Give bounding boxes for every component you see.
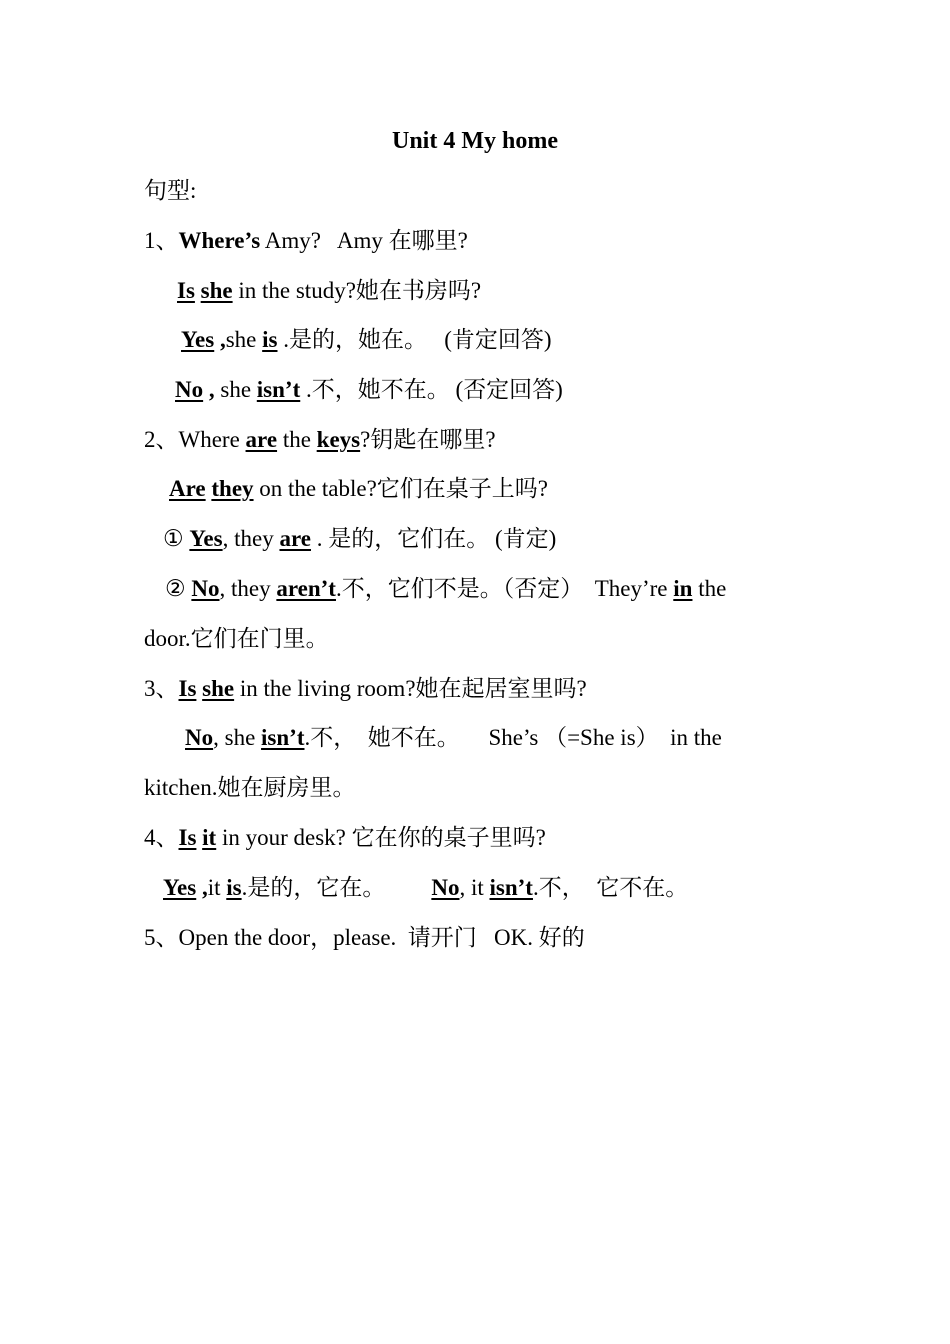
sentence-line xyxy=(144,921,585,955)
line-text xyxy=(144,825,546,850)
key-word: Yes xyxy=(189,526,223,551)
text-segment: , xyxy=(203,377,221,402)
text-segment: ?钥匙在哪里? xyxy=(360,427,496,452)
line-text xyxy=(169,476,548,501)
key-word: she xyxy=(200,278,233,303)
text-segment: ② xyxy=(165,576,192,601)
text-segment: .不， 它不在。 xyxy=(532,875,689,900)
line-left xyxy=(185,721,722,755)
line-text xyxy=(175,377,563,402)
line-text xyxy=(177,278,481,303)
text-segment: she xyxy=(225,327,263,352)
text-segment: . 是的，它们在。 (肯定) xyxy=(310,526,557,551)
text-segment: Amy? Amy 在哪里? xyxy=(260,228,468,253)
key-word: Yes xyxy=(163,875,197,900)
text-segment: 5、Open the door，please. 请开门 OK. 好的 xyxy=(144,925,585,950)
key-word: No xyxy=(175,377,204,402)
key-word: is xyxy=(226,875,242,900)
line-text xyxy=(144,228,468,253)
page-title: Unit 4 My home xyxy=(392,128,558,154)
line-text xyxy=(181,327,552,352)
key-word: isn’t xyxy=(256,377,301,402)
key-word: isn’t xyxy=(261,725,305,750)
sentence-line xyxy=(144,224,468,258)
key-word: is xyxy=(262,327,278,352)
key-word: Is xyxy=(178,676,197,701)
key-word: in xyxy=(673,576,693,601)
text-segment: , xyxy=(214,327,226,352)
text-segment: , xyxy=(196,875,208,900)
text-segment: 2、Where xyxy=(144,427,246,452)
text-segment: , she xyxy=(213,725,262,750)
line-text xyxy=(144,925,585,950)
text-segment: on the table?它们在桌子上吗? xyxy=(253,476,549,501)
text-segment: the xyxy=(692,576,727,601)
sentence-line xyxy=(163,871,688,905)
text-segment: , it xyxy=(459,875,490,900)
text-segment: the xyxy=(277,427,317,452)
key-word: isn’t xyxy=(489,875,533,900)
line-text xyxy=(163,526,556,551)
text-segment: in the study?她在书房吗? xyxy=(232,278,482,303)
key-word: Is xyxy=(178,825,197,850)
key-word: it xyxy=(202,825,217,850)
key-word: she xyxy=(202,676,235,701)
line-text xyxy=(144,676,587,701)
text-segment: .是的，她在。 (肯定回答) xyxy=(277,327,552,352)
key-word: keys xyxy=(316,427,361,452)
section-label: 句型: xyxy=(144,178,197,203)
text-segment: , they xyxy=(222,526,280,551)
key-word: No xyxy=(191,576,220,601)
text-segment: .不，它们不是。（否定） They’re xyxy=(335,576,674,601)
key-word: they xyxy=(211,476,254,501)
text-segment: ① xyxy=(163,526,190,551)
text-segment: it xyxy=(207,875,227,900)
text-segment: in your desk? 它在你的桌子里吗? xyxy=(216,825,546,850)
text-segment: Where’s xyxy=(178,228,261,253)
text-segment: 3、 xyxy=(144,676,179,701)
key-word: Is xyxy=(177,278,195,303)
key-word: No xyxy=(185,725,214,750)
line-text xyxy=(144,626,329,651)
sentence-line xyxy=(181,323,552,357)
sentence-line xyxy=(144,771,355,805)
key-word: Are xyxy=(169,476,206,501)
sentence-line xyxy=(144,821,546,855)
key-word: are xyxy=(279,526,311,551)
sentence-line xyxy=(144,672,587,706)
key-word: Yes xyxy=(181,327,215,352)
key-word: aren’t xyxy=(276,576,336,601)
key-word: are xyxy=(245,427,278,452)
sentence-line xyxy=(163,522,556,556)
text-segment: 4、 xyxy=(144,825,179,850)
line-left xyxy=(165,572,726,606)
text-segment: .不， 她不在。 She’s （=She is） in the xyxy=(304,725,722,750)
text-segment: she xyxy=(220,377,257,402)
sentence-line xyxy=(175,373,563,407)
text-segment: in the living room?她在起居室里吗? xyxy=(234,676,587,701)
line-text xyxy=(144,427,496,452)
sentence-line xyxy=(169,472,548,506)
key-word: No xyxy=(431,875,460,900)
sentence-line xyxy=(185,721,807,755)
sentence-line xyxy=(144,423,496,457)
text-segment: door.它们在门里。 xyxy=(144,626,329,651)
text-segment: kitchen.她在厨房里。 xyxy=(144,775,356,800)
text-segment: .不，她不在。 (否定回答) xyxy=(300,377,563,402)
sentence-line xyxy=(177,274,481,308)
sentence-line xyxy=(165,572,807,606)
text-segment: 1、 xyxy=(144,228,179,253)
text-segment: .是的，它在。 xyxy=(241,875,432,900)
sentence-line xyxy=(144,622,329,656)
line-text xyxy=(144,775,355,800)
line-text xyxy=(163,875,688,900)
text-segment: , they xyxy=(219,576,277,601)
